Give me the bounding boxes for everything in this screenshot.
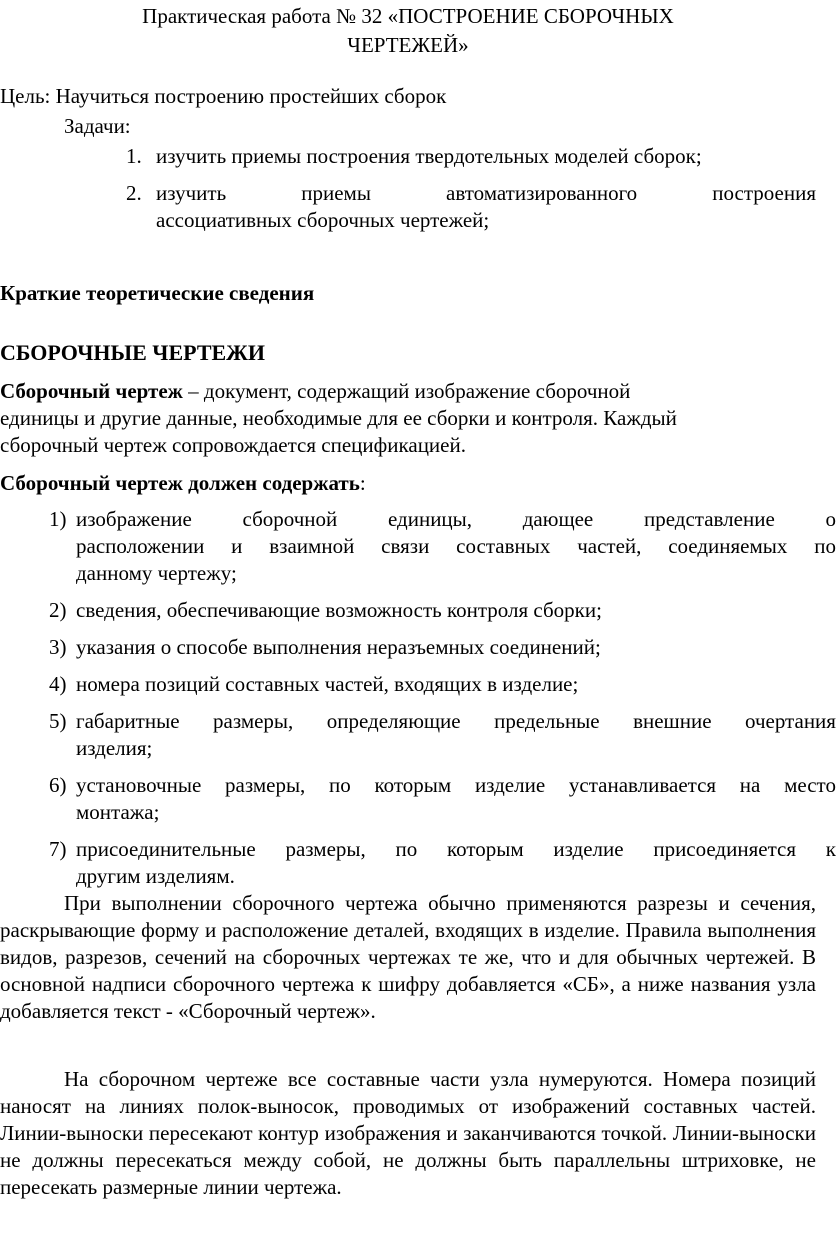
item-number: 4) [49,672,67,696]
item-text: указания о способе выполнения неразъемных соединений; [76,635,601,659]
item-word: изделие [553,837,624,861]
body-paragraph-2: На сборочном чертеже все составные части узла нумеруются. Номера позиций наносят на линиях полок-выносок, проводимых от изображений составных частей. Линии-выноски пересекают контур изображения и заканчиваются точкой. Линии-выноски не должны пересекаться между собой, не должны быть параллельны штриховке, не пересекать размерные линии чертежа. [0,1067,816,1199]
item-word: по [329,773,351,797]
item-word: по [814,534,836,558]
item-number: 6) [49,773,67,797]
item-line [76,836,836,863]
item-word: внешние [633,709,712,733]
item-word: составных [456,534,551,558]
item-word: которым [374,773,452,797]
item-word: установочные [76,773,202,797]
item-text: номера позиций составных частей, входящих в изделие; [76,672,579,696]
definition-line-3: сборочный чертеж сопровождается спецификацией. [0,433,466,457]
item-number: 5) [49,709,67,733]
definition-line-2: единицы и другие данные, необходимые для ее сборки и контроля. Каждый [0,406,677,430]
must-contain-heading [0,470,366,497]
item-text-rest: данному чертежу; [76,561,237,585]
tasks-list [0,143,816,244]
item-word: о [825,507,836,531]
item-word: сборочной [242,507,338,531]
item-line [76,533,836,560]
theory-heading: Краткие теоретические сведения [0,281,315,305]
item-text-rest: монтажа; [76,800,160,824]
definition-term: Сборочный чертеж [0,379,183,403]
item-line [76,772,836,799]
page-title [0,2,816,60]
item-word: присоединительные [76,837,256,861]
definition-line-1 [0,378,816,405]
item-word: предельные [494,709,600,733]
definition-text: – документ, содержащий изображение сборочной [182,379,631,403]
item-word: присоединяется [653,837,796,861]
item-line [76,708,836,735]
item-word: место [784,773,836,797]
item-word: соединяемых [668,534,788,558]
item-word: дающее [522,507,594,531]
item-line [76,506,836,533]
list-item [0,772,836,826]
item-word: частей, [577,534,642,558]
item-word: представление [643,507,775,531]
item-number: 1) [49,507,67,531]
list-item [0,634,816,661]
task-first-line [156,180,816,207]
item-number: 3) [49,635,67,659]
item-text-rest: изделия; [76,736,153,760]
item-word: очертания [745,709,836,733]
list-item [0,597,816,624]
task-text: изучить приемы построения твердотельных моделей сборок; [156,144,702,168]
task-word: изучить [156,181,227,205]
task-word: приемы [301,181,371,205]
item-word: устанавливается [568,773,717,797]
item-word: единицы, [387,507,473,531]
title-line-1: Практическая работа № 32 «ПОСТРОЕНИЕ СБОРОЧНЫХ [142,4,674,28]
item-word: взаимной [269,534,355,558]
item-word: изделие [474,773,546,797]
item-word: по [395,837,418,861]
goal-text: Цель: Научиться построению простейших сборок [0,84,447,108]
item-word: изображение [76,507,192,531]
section-heading: СБОРОЧНЫЕ ЧЕРТЕЖИ [0,340,266,365]
definition-paragraph [0,378,816,459]
requirements-list [0,506,836,900]
item-word: и [231,534,243,558]
item-word: связи [381,534,430,558]
body-paragraph-1: При выполнении сборочного чертежа обычно применяются разрезы и сечения, раскрывающие форму и расположение деталей, входящих в изделие. Правила выполнения видов, разрезов, сечений на сборочных чертежах те же, что и для обычных чертежей. В основной надписи сборочного чертежа к шифру добавляется «СБ», а ниже названия узла добавляется текст - «Сборочный чертеж». [0,891,816,1023]
item-word: расположении [76,534,205,558]
item-text: сведения, обеспечивающие возможность контроля сборки; [76,598,602,622]
list-item [0,836,836,890]
must-contain-colon: : [359,471,366,495]
task-number: 2. [126,181,142,205]
must-contain-bold: Сборочный чертеж должен содержать [0,471,360,495]
item-number: 7) [49,837,67,861]
item-word: габаритные [76,709,180,733]
tasks-label: Задачи: [64,114,131,138]
item-word: размеры, [213,709,294,733]
item-word: на [739,773,761,797]
title-line-2: ЧЕРТЕЖЕЙ» [347,33,469,57]
list-item [0,506,836,587]
item-word: которым [446,837,524,861]
task-word: построения [712,181,816,205]
item-text-rest: другим изделиям. [76,864,235,888]
item-word: к [825,837,836,861]
item-number: 2) [49,598,67,622]
task-number: 1. [126,144,142,168]
task-item [0,180,816,234]
task-text-rest: ассоциативных сборочных чертежей; [156,208,490,232]
list-item [0,671,816,698]
task-word: автоматизированного [446,181,638,205]
item-word: размеры, [285,837,366,861]
item-word: определяющие [326,709,461,733]
item-word: размеры, [225,773,306,797]
task-item [0,143,816,170]
list-item [0,708,836,762]
